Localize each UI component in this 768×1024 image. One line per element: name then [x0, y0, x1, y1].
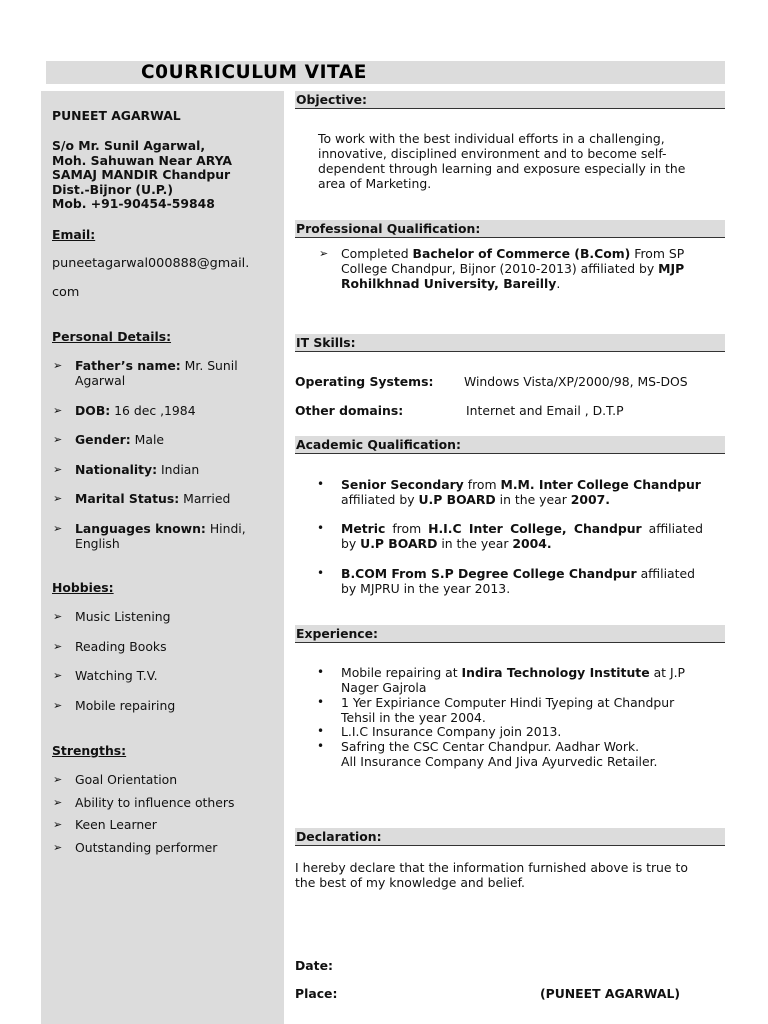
objective-line: dependent through learning and exposure especially in the [318, 161, 686, 176]
declaration-heading: Declaration: [295, 828, 725, 846]
prof-line: College Chandpur, Bijnor (2010-2013) affiliated by MJP [341, 261, 685, 276]
objective-line: innovative, disciplined environment and to become self- [318, 146, 667, 161]
experience-line: 1 Yer Expiriance Computer Hindi Tyeping at Chandpur [341, 695, 675, 710]
arrow-bullet-icon: ➢ [53, 404, 63, 417]
personal-item: Marital Status: Married [75, 491, 231, 506]
prof-line: Rohilkhnad University, Bareilly. [341, 276, 561, 291]
address-line: Moh. Sahuwan Near ARYA [52, 153, 232, 168]
hobby-item: Watching T.V. [75, 668, 158, 683]
strength-item: Outstanding performer [75, 840, 218, 855]
it-label: Operating Systems: [295, 374, 434, 389]
personal-item: Nationality: Indian [75, 462, 200, 477]
personal-item-cont: English [75, 536, 120, 551]
hobby-item: Reading Books [75, 639, 167, 654]
place-label: Place: [295, 986, 338, 1001]
experience-line: Nager Gajrola [341, 680, 427, 695]
prof-line: Completed Bachelor of Commerce (B.Com) From SP [341, 246, 685, 261]
experience-line: L.I.C Insurance Company join 2013. [341, 724, 562, 739]
it-label: Other domains: [295, 403, 404, 418]
strength-item: Goal Orientation [75, 772, 178, 787]
hobby-item: Mobile repairing [75, 698, 176, 713]
academic-line: affiliated by U.P BOARD in the year 2007. [341, 492, 610, 507]
arrow-bullet-icon: ➢ [53, 796, 63, 809]
experience-line: All Insurance Company And Jiva Ayurvedic Retailer. [341, 754, 658, 769]
document-title: C0URRICULUM VITAE [141, 62, 367, 83]
academic-line: by U.P BOARD in the year 2004. [341, 536, 552, 551]
hobby-item: Music Listening [75, 609, 171, 624]
arrow-bullet-icon: ➢ [53, 610, 63, 623]
personal-item: DOB: 16 dec ,1984 [75, 403, 196, 418]
experience-heading: Experience: [295, 625, 725, 643]
address-line: S/o Mr. Sunil Agarwal, [52, 138, 206, 153]
strength-item: Ability to influence others [75, 795, 235, 810]
strength-item: Keen Learner [75, 817, 157, 832]
personal-item: Gender: Male [75, 432, 165, 447]
arrow-bullet-icon: ➢ [53, 699, 63, 712]
academic-qualification-heading: Academic Qualification: [295, 436, 725, 454]
bullet-dot-icon: • [317, 695, 325, 709]
arrow-bullet-icon: ➢ [53, 669, 63, 682]
hobbies-heading: Hobbies: [52, 580, 114, 595]
arrow-bullet-icon: ➢ [53, 640, 63, 653]
arrow-bullet-icon: ➢ [53, 492, 63, 505]
it-skills-heading: IT Skills: [295, 334, 725, 352]
personal-item: Father’s name: Mr. Sunil [75, 358, 238, 373]
address-line: Dist.-Bijnor (U.P.) [52, 182, 173, 197]
address-line: SAMAJ MANDIR Chandpur [52, 167, 231, 182]
experience-line: Safring the CSC Centar Chandpur. Aadhar Work. [341, 739, 640, 754]
academic-line: Senior Secondary from M.M. Inter College Chandpur [341, 477, 701, 492]
arrow-bullet-icon: ➢ [53, 841, 63, 854]
arrow-bullet-icon: ➢ [53, 522, 63, 535]
personal-details-heading: Personal Details: [52, 329, 172, 344]
bullet-dot-icon: • [317, 521, 325, 535]
mobile-number: Mob. +91-90454-59848 [52, 196, 215, 211]
declaration-line: I hereby declare that the information furnished above is true to [295, 860, 688, 875]
arrow-bullet-icon: ➢ [53, 773, 63, 786]
professional-qualification-heading: Professional Qualification: [295, 220, 725, 238]
bullet-dot-icon: • [317, 739, 325, 753]
email-address: puneetagarwal000888@gmail. [52, 256, 250, 271]
objective-line: area of Marketing. [318, 176, 432, 191]
date-label: Date: [295, 958, 333, 973]
email-heading: Email: [52, 227, 96, 242]
academic-line: B.COM From S.P Degree College Chandpur affiliated [341, 566, 695, 581]
academic-line: Metric from H.I.C Inter College, Chandpur affiliated [341, 521, 703, 536]
academic-line: by MJPRU in the year 2013. [341, 581, 511, 596]
personal-item-cont: Agarwal [75, 373, 126, 388]
arrow-bullet-icon: ➢ [53, 359, 63, 372]
signature-name: (PUNEET AGARWAL) [540, 986, 681, 1001]
arrow-bullet-icon: ➢ [53, 818, 63, 831]
experience-line: Mobile repairing at Indira Technology Institute at J.P [341, 665, 686, 680]
it-value: Internet and Email , D.T.P [466, 403, 624, 418]
bullet-dot-icon: • [317, 724, 325, 738]
declaration-line: the best of my knowledge and belief. [295, 875, 525, 890]
objective-line: To work with the best individual efforts in a challenging, [318, 131, 665, 146]
bullet-dot-icon: • [317, 566, 325, 580]
title-bar [46, 61, 725, 84]
bullet-dot-icon: • [317, 665, 325, 679]
experience-line: Tehsil in the year 2004. [341, 710, 486, 725]
bullet-dot-icon: • [317, 477, 325, 491]
arrow-bullet-icon: ➢ [53, 463, 63, 476]
strengths-heading: Strengths: [52, 743, 127, 758]
arrow-bullet-icon: ➢ [319, 247, 329, 260]
arrow-bullet-icon: ➢ [53, 433, 63, 446]
objective-heading: Objective: [295, 91, 725, 109]
personal-item: Languages known: Hindi, [75, 521, 246, 536]
candidate-name: PUNEET AGARWAL [52, 108, 181, 123]
it-value: Windows Vista/XP/2000/98, MS-DOS [464, 374, 688, 389]
email-address-cont: com [52, 285, 80, 300]
